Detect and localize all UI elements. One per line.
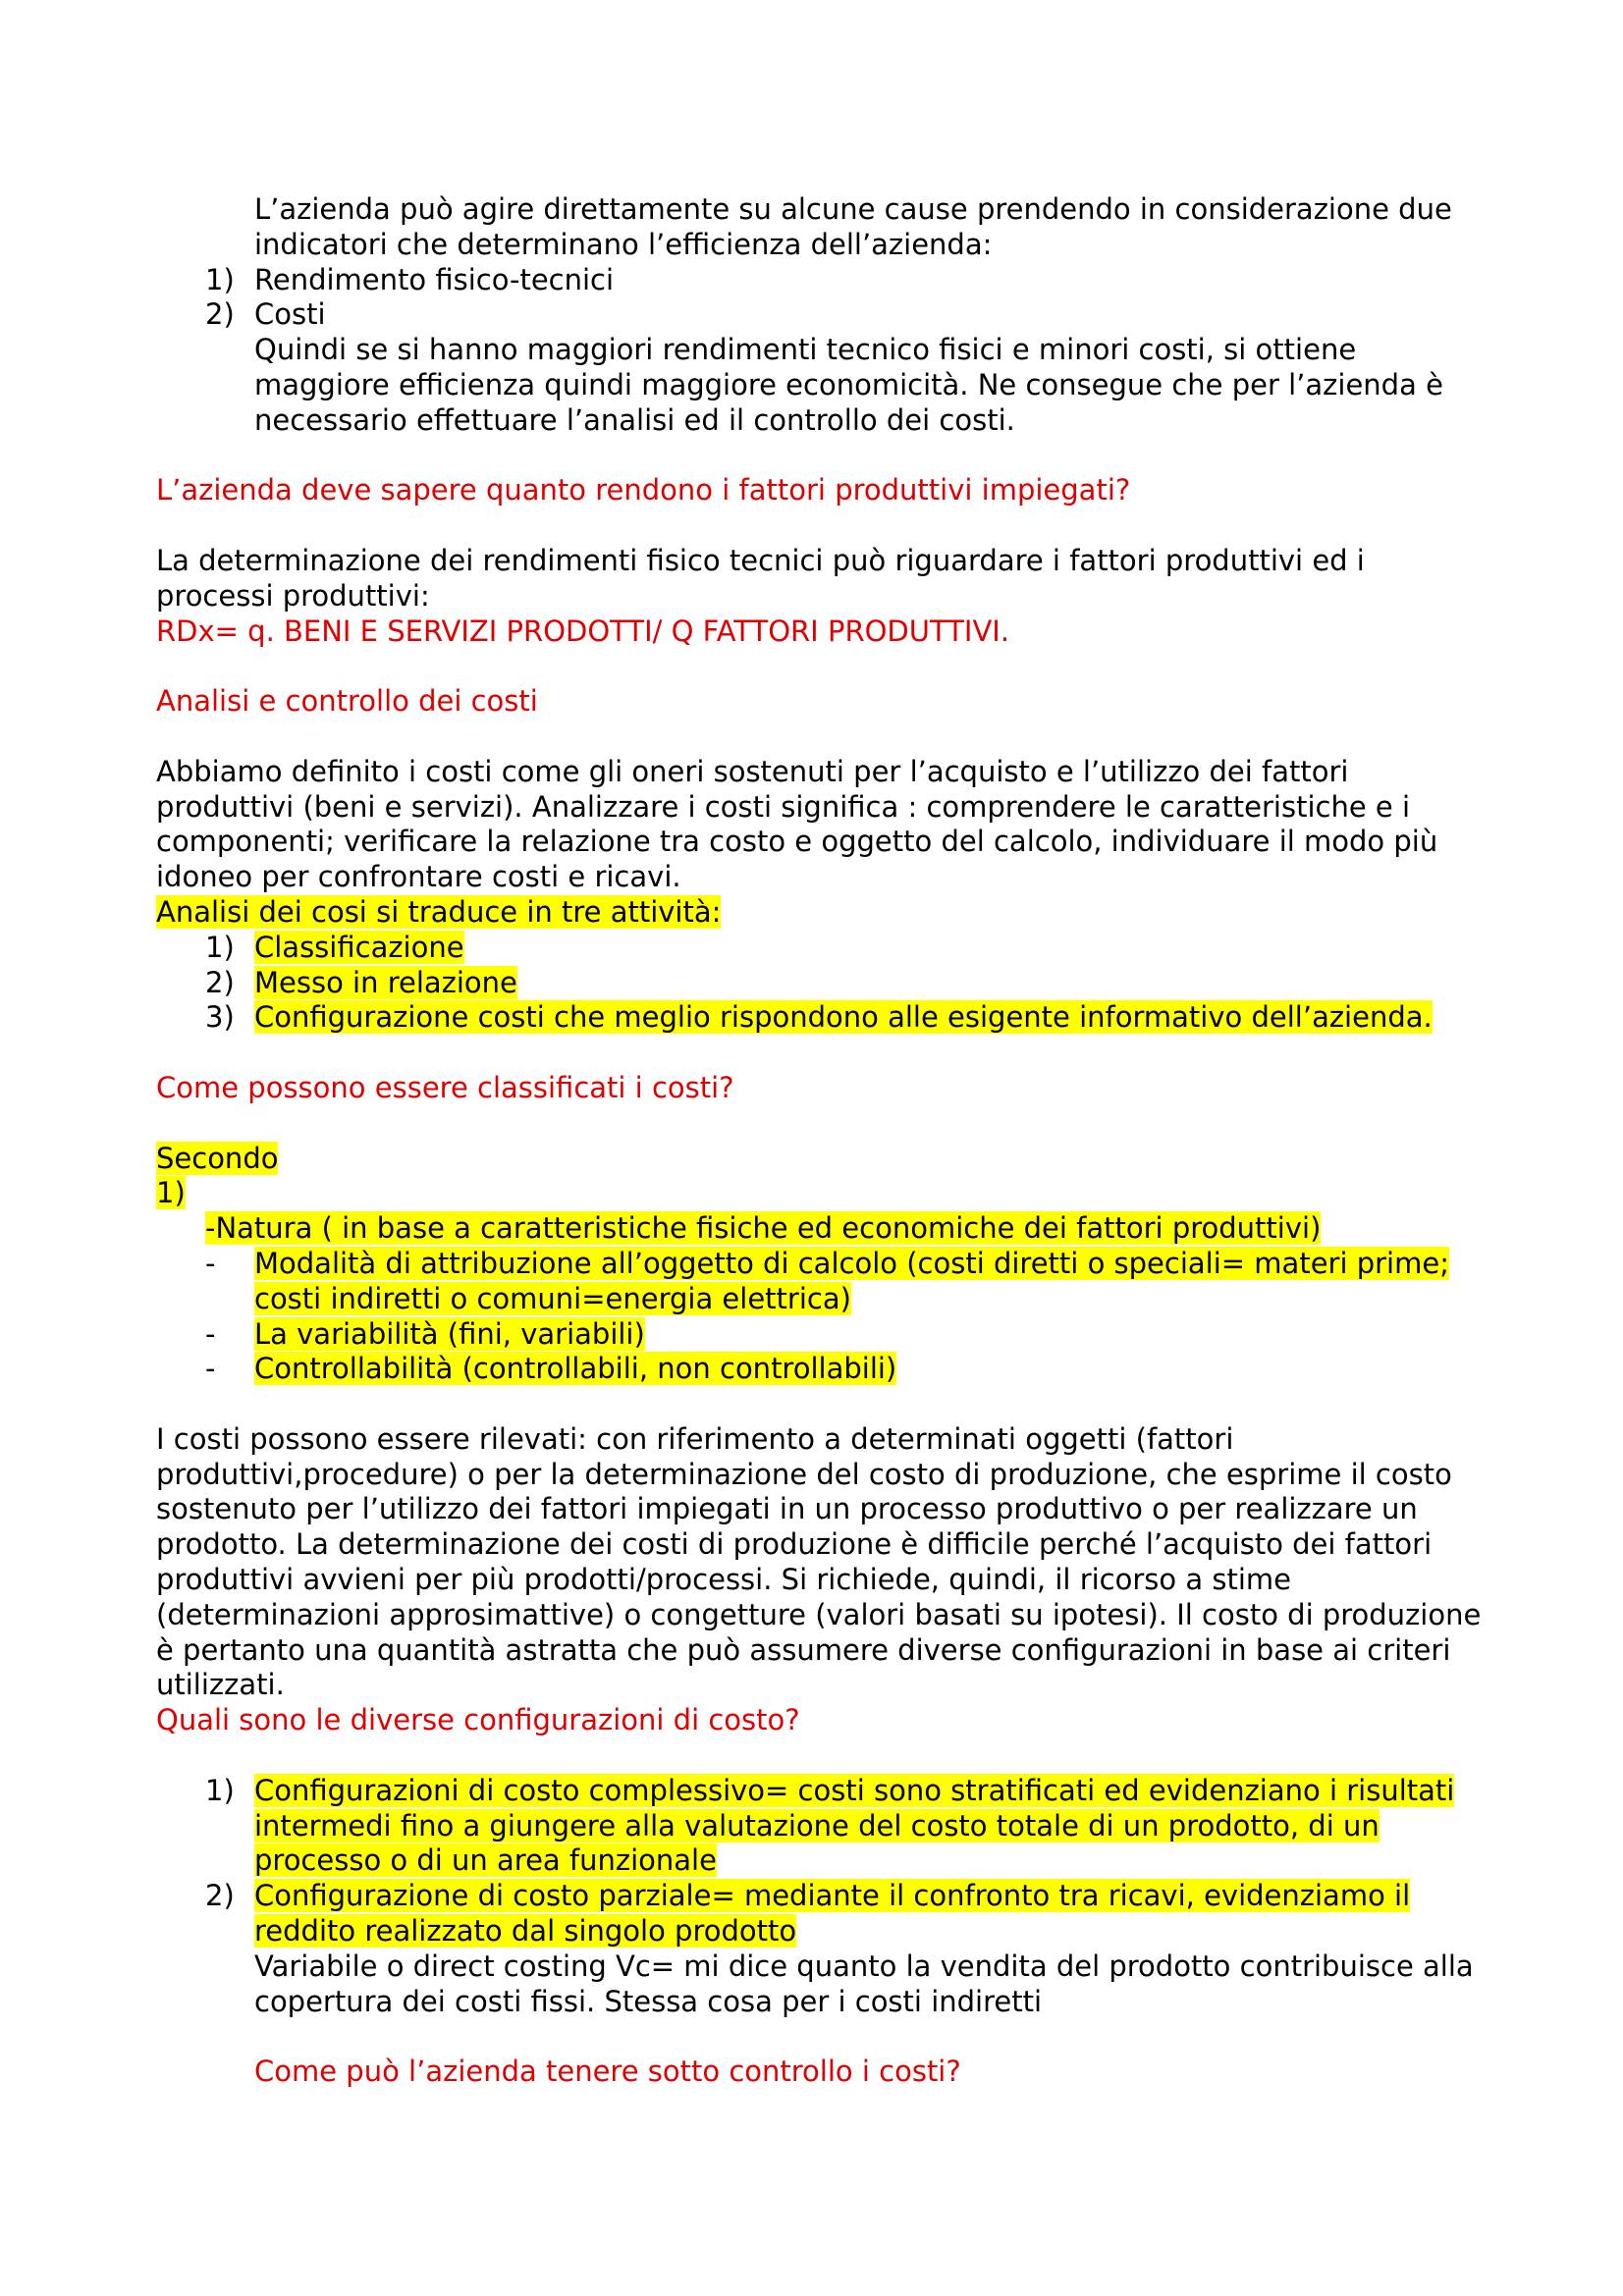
- highlighted-text: Configurazione di costo parziale= mediante il confronto tra ricavi, evidenziamo il reddito realizzato dal singolo prodotto: [254, 1879, 1411, 1949]
- list-item: [156, 966, 1486, 1001]
- list-bullet: -: [205, 1316, 216, 1351]
- list-number: 1): [205, 930, 235, 964]
- list-number: 2): [205, 1879, 235, 1913]
- highlighted-text: -Natura ( in base a caratteristiche fisiche ed economiche dei fattori produttivi): [205, 1211, 1322, 1246]
- highlighted-text: Analisi dei cosi si traduce in tre attività:: [156, 894, 722, 929]
- list-number: 1): [205, 1773, 235, 1807]
- list-item: [156, 263, 1486, 298]
- list-number: 1): [205, 262, 235, 296]
- intro-conclusion: Quindi se si hanno maggiori rendimenti tecnico fisici e minori costi, si ottiene maggiore efficienza quindi maggiore economicità. Ne consegue che per l’azienda è necessario effettuare l’analisi ed il controllo dei costi.: [254, 333, 1443, 437]
- question-heading: Quali sono le diverse configurazioni di costo?: [156, 1703, 800, 1737]
- list-number: 2): [205, 297, 235, 332]
- highlighted-text: Secondo: [156, 1141, 279, 1175]
- variabile-paragraph: Variabile o direct costing Vc= mi dice quanto la vendita del prodotto contribuisce alla copertura dei costi fissi. Stessa cosa per i costi indiretti: [254, 1949, 1474, 2018]
- highlighted-text: Classificazione: [254, 930, 464, 964]
- list-number: 2): [205, 965, 235, 999]
- highlighted-text: Modalità di attribuzione all’oggetto di calcolo (costi diretti o speciali= materi prime; costi indiretti o comuni=energia elettrica): [254, 1246, 1449, 1315]
- intro-paragraph: L’azienda può agire direttamente su alcune cause prendendo in considerazione due indicatori che determinano l’efficienza dell’azienda:: [254, 192, 1452, 261]
- formula-text: RDx= q. BENI E SERVIZI PRODOTTI/ Q FATTORI PRODUTTIVI.: [156, 614, 1010, 648]
- rilevati-paragraph: I costi possono essere rilevati: con riferimento a determinati oggetti (fattori produttivi,procedure) o per la determinazione del costo di produzione, che esprime il costo sostenuto per l’utilizzo dei fattori impiegati in un processo produttivo o per realizzare un prodotto. La determinazione dei costi di produzione è difficile perché l’acquisto dei fattori produttivi avvieni per più prodotti/processi. Si richiede, quindi, il ricorso a stime (determinazioni approsimattive) o congetture (valori basati su ipotesi). Il costo di produzione è pertanto una quantità astratta che può assumere diverse configurazioni in base ai criteri utilizzati.: [156, 1421, 1482, 1702]
- highlighted-text: La variabilità (fini, variabili): [254, 1316, 645, 1351]
- highlighted-text: Configurazione costi che meglio rispondono alle esigente informativo dell’azienda.: [254, 1000, 1433, 1035]
- analisi-paragraph: Abbiamo definito i costi come gli oneri sostenuti per l’acquisto e l’utilizzo dei fattori produttivi (beni e servizi). Analizzare i costi significa : comprendere le caratteristiche e i componenti; verificare la relazione tra costo e oggetto del calcolo, individuare il modo più idoneo per confrontare costi e ricavi.: [156, 754, 1438, 894]
- list-text: Costi: [254, 297, 326, 332]
- question-heading: Come può l’azienda tenere sotto controllo i costi?: [254, 2055, 961, 2089]
- list-text: Rendimento fisico-tecnici: [254, 262, 615, 296]
- list-item: [156, 931, 1486, 966]
- highlighted-text: 1): [156, 1176, 186, 1210]
- highlighted-text: Configurazioni di costo complessivo= costi sono stratificati ed evidenziano i risultati intermedi fino a giungere alla valutazione del costo totale di un prodotto, di un processo o di un area funzionale: [254, 1773, 1455, 1878]
- highlighted-text: Controllabilità (controllabili, non controllabili): [254, 1352, 897, 1386]
- question-heading: L’azienda deve sapere quanto rendono i fattori produttivi impiegati?: [156, 473, 1131, 507]
- rendimenti-paragraph: La determinazione dei rendimenti fisico tecnici può riguardare i fattori produttivi ed i processi produttivi:: [156, 543, 1365, 613]
- list-item: [156, 1317, 1486, 1353]
- highlighted-text: Messo in relazione: [254, 965, 517, 999]
- list-number: 3): [205, 1000, 235, 1035]
- list-item: [156, 1000, 1486, 1036]
- list-bullet: -: [205, 1352, 216, 1386]
- list-item: [156, 1774, 1486, 1879]
- list-item: [156, 1879, 1486, 1949]
- section-heading: Analisi e controllo dei costi: [156, 684, 538, 719]
- list-item: [156, 297, 1486, 333]
- list-item: [156, 1352, 1486, 1387]
- question-heading: Come possono essere classificati i costi?: [156, 1070, 734, 1104]
- list-item: [156, 1247, 1486, 1317]
- list-bullet: -: [205, 1246, 216, 1280]
